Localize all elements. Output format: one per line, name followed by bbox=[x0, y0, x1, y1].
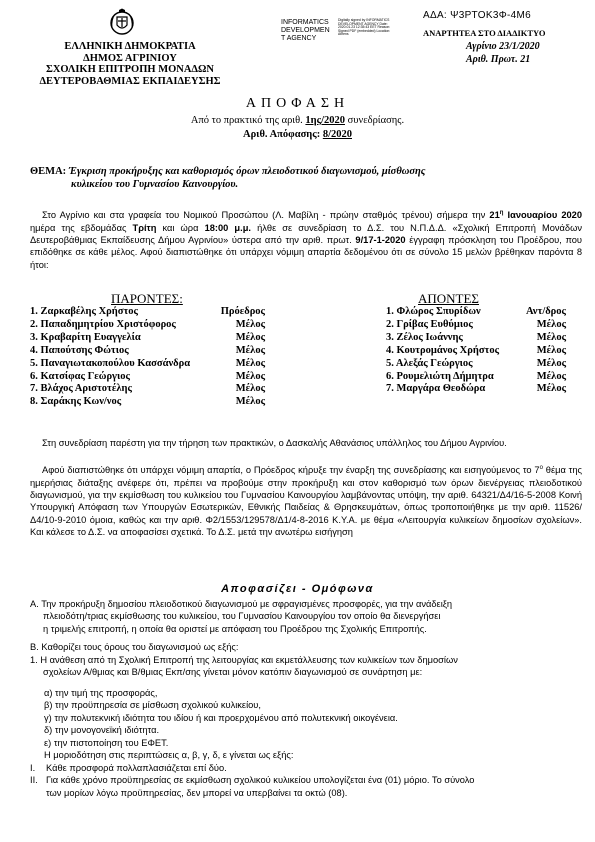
digital-signature-details: Digitally signed by INFORMATICS DEVELOPMENT AGENCY Date: 2020.01.23 12:35:43 EET Reason: Signed PDF (embedded) Location: Athens bbox=[338, 18, 391, 37]
list-item: 7. Βλάχος Αριστοτέλης Μέλος bbox=[30, 383, 265, 395]
minutes-reference: Από το πρακτικό της αριθ. 1ης/2020 συνεδρίασης. bbox=[190, 115, 405, 126]
subject: ΘΕΜΑ: Έγκριση προκήρυξης και καθορισμός όρων πλειοδοτικού διαγωνισμού, μίσθωσης κυλικείου του Γυμνασίου Καινουργίου. bbox=[30, 166, 426, 190]
scoring-rules: I. Κάθε προσφορά πολλαπλασιάζεται επί δύο. II. Για κάθε χρόνο προϋπηρεσίας σε εκμίσθωση σχολικού κυλικείου υπολογίζεται ένα (01) μόριο. Το σύνολο των μορίων λόγω προϋπηρεσίας, δεν μπορεί να υπερβαίνει τα οκτώ (08). bbox=[30, 763, 475, 798]
list-item: δ) την μονογονεϊκή ιδιότητα. bbox=[44, 725, 160, 736]
list-item: 5. Αλεξάς Γεώργιος Μέλος bbox=[386, 357, 566, 369]
protocol-number: Αριθ. Πρωτ. 21 bbox=[466, 54, 531, 65]
posting-note: ΑΝΑΡΤΗΤΕΑ ΣΤΟ ΔΙΑΔΙΚΤΥΟ bbox=[423, 28, 546, 38]
authority-line: ΣΧΟΛΙΚΗ ΕΠΙΤΡΟΠΗ ΜΟΝΑΔΩΝ bbox=[45, 64, 215, 75]
list-item: Η μοριοδότηση στις περιπτώσεις α, β, γ, δ, ε γίνεται ως εξής: bbox=[44, 750, 294, 761]
list-item: 2. Παπαδημητρίου Χριστόφορος Μέλος bbox=[30, 318, 265, 330]
list-item: 6. Ρουμελιώτη Δήμητρα Μέλος bbox=[386, 370, 566, 382]
list-item: 4. Κουτρομάνος Χρήστος Μέλος bbox=[386, 344, 566, 356]
point-b1: 1. Η ανάθεση από τη Σχολική Επιτροπή της λειτουργίας και εκμετάλλευσης των κυλικείων των δημοσίων σχολείων Α/θμιας και Β/θμιας Εκπ/σης γίνεται μόνον κατόπιν διαγωνισμού σε συνάρτηση με: bbox=[30, 655, 458, 678]
intro-paragraph: Στο Αγρίνιο και στα γραφεία του Νομικού Προσώπου (Λ. Μαβίλη - πρώην σταθμός τρένου) σήμερα την $21^\eta$ Ιανουαρίου 2020 ημέρα της εβδομάδας Τρίτη και ώρα 18:00 μ.μ. ήλθε σε συνεδρίαση το Δ.Σ. του Ν.Π.Δ.Δ. «Σχολική Επιτροπή Μονάδων Δευτεροβάθμιας Εκπαίδευσης Δήμου Αγρινίου» ύστερα από την αριθ. πρωτ. 9/17-1-2020 έγγραφη πρόσκληση του Προέδρου, που επιδόθηκε σε κάθε μέλος. Αφού διαπιστώθηκε ότι υπάρχει νόμιμη απαρτία δεδομένου ότι σε σύνολο 15 μελών βρέθηκαν παρόντα 8 ήτοι: bbox=[30, 210, 582, 270]
absent-heading: ΑΠΟΝΤΕΣ bbox=[418, 291, 480, 306]
point-b: Β. Καθορίζει τους όρους του διαγωνισμού ως εξής: bbox=[30, 642, 239, 652]
list-item: 2. Γρίβας Ευθύμιος Μέλος bbox=[386, 318, 566, 330]
decision-number: Αριθ. Απόφασης: 8/2020 bbox=[242, 129, 352, 140]
authority-line: ΕΛΛΗΝΙΚΗ ΔΗΜΟΚΡΑΤΙΑ bbox=[64, 41, 196, 52]
authority-line: ΔΗΜΟΣ ΑΓΡΙΝΙΟΥ bbox=[83, 52, 177, 64]
document-date: Αγρίνιο 23/1/2020 bbox=[466, 41, 540, 52]
quorum-paragraph: Αφού διαπιστώθηκε ότι υπάρχει νόμιμη απαρτία, ο Πρόεδρος κήρυξε την έναρξη της συνεδρίασης και εισηγούμενος το $7^o$ θέμα της ημερήσιας διάταξης ανέφερε ότι, πρέπει να προβούμε στην προκήρυξη και στον καθορισμό των όρων διενέργειας πλειοδοτικού διαγωνισμού, για την εκμίσθωση του κυλικείου του Γυμνασίου Καινουργίου λαμβάνοντας υπόψη, την αριθ. 64321/Δ4/16-5-2008 Κοινή Υπουργική Απόφαση των Υπουργών Εσωτερικών, Εθνικής Παιδείας & Θρησκευμάτων, όπως τροποποιήθηκε με την αριθ. 11526/Δ4/10-9-2010 όμοια, καθώς και την αριθ. Φ2/1553/129578/Δ1/4-8-2016 Κ.Υ.Α. με θέμα «Λειτουργία κυλικείων δημοσίων σχολείων». Και κάλεσε το Δ.Σ. να αποφασίσει σχετικά. Το Δ.Σ. μετά την ανωτέρω εισήγηση bbox=[30, 465, 582, 538]
list-item: β) την προϋπηρεσία σε μίσθωση σχολικού κυλικείου, bbox=[44, 700, 261, 711]
list-item: I. Κάθε προσφορά πολλαπλασιάζεται επί δύο. bbox=[30, 763, 227, 773]
list-item: 3. Κραβαρίτη Ευαγγελία Μέλος bbox=[30, 331, 265, 343]
document-title: ΑΠΟΦΑΣΗ bbox=[245, 96, 350, 111]
present-heading: ΠΑΡΟΝΤΕΣ: bbox=[111, 291, 183, 306]
decision-heading: Αποφασίζει - Ομόφωνα bbox=[221, 583, 374, 595]
digital-signature-stamp: INFORMATICS DEVELOPMEN T AGENCY bbox=[281, 19, 330, 43]
authority-line: ΔΕΥΤΕΡΟΒΑΘΜΙΑΣ ΕΚΠΑΙΔΕΥΣΗΣ bbox=[39, 75, 221, 87]
list-item: 6. Κατσίφας Γεώργιος Μέλος bbox=[30, 370, 265, 382]
ada-code: ΑΔΑ: Ψ3ΡΤΟΚ3Φ-4Μ6 bbox=[423, 10, 531, 21]
list-item: γ) την πολυτεκνική ιδιότητα του ιδίου ή και προερχομένου από πολυτεκνική οικογένεια. bbox=[44, 712, 398, 723]
list-item: 8. Σαράκης Κων/νος Μέλος bbox=[30, 396, 265, 408]
subject-label: ΘΕΜΑ: bbox=[30, 166, 67, 177]
issuing-authority bbox=[30, 41, 230, 87]
greek-emblem-icon bbox=[109, 8, 135, 36]
list-item: 4. Παπούτσης Φώτιος Μέλος bbox=[30, 344, 265, 356]
point-a: Α. Την προκήρυξη δημοσίου πλειοδοτικού διαγωνισμού με σφραγισμένες προσφορές, για την ανάδειξη πλειοδότη/τριας εκμίσθωσης του κυλικείου, του Γυμνασίου Καινουργίου τον οποίο θα διενεργήσει η τριμελής επιτροπή, η οποία θα οριστεί με απόφαση του Προέδρου της Σχολικής Επιτροπής. bbox=[30, 599, 453, 634]
list-item: α) την τιμή της προσφοράς, bbox=[44, 688, 158, 698]
list-item: 1. Φλώρος Σπυρίδων Αντ/δρος bbox=[386, 306, 566, 317]
criteria-list bbox=[44, 687, 398, 761]
list-item: ε) την πιστοποίηση του ΕΦΕΤ. bbox=[44, 737, 169, 748]
present-members-list bbox=[30, 306, 265, 409]
absent-members-list bbox=[386, 306, 566, 396]
list-item: 3. Ζέλος Ιωάννης Μέλος bbox=[386, 331, 566, 343]
list-item: 7. Μαργάρα Θεοδώρα Μέλος bbox=[386, 383, 566, 395]
list-item: II. Για κάθε χρόνο προϋπηρεσίας σε εκμίσθωση σχολικού κυλικείου υπολογίζεται ένα (01) μόριο. Το σύνολο bbox=[30, 775, 475, 786]
list-item: 1. Ζαρκαβέλης Χρήστος Πρόεδρος bbox=[30, 306, 265, 317]
document-meta bbox=[423, 27, 583, 66]
list-item: 5. Παναγιωτακοπούλου Κασσάνδρα Μέλος bbox=[30, 357, 265, 369]
secretary-paragraph: Στη συνεδρίαση παρέστη για την τήρηση των πρακτικών, ο Δασκαλής Αθανάσιος υπάλληλος του Δήμου Αγρινίου. bbox=[42, 438, 507, 448]
